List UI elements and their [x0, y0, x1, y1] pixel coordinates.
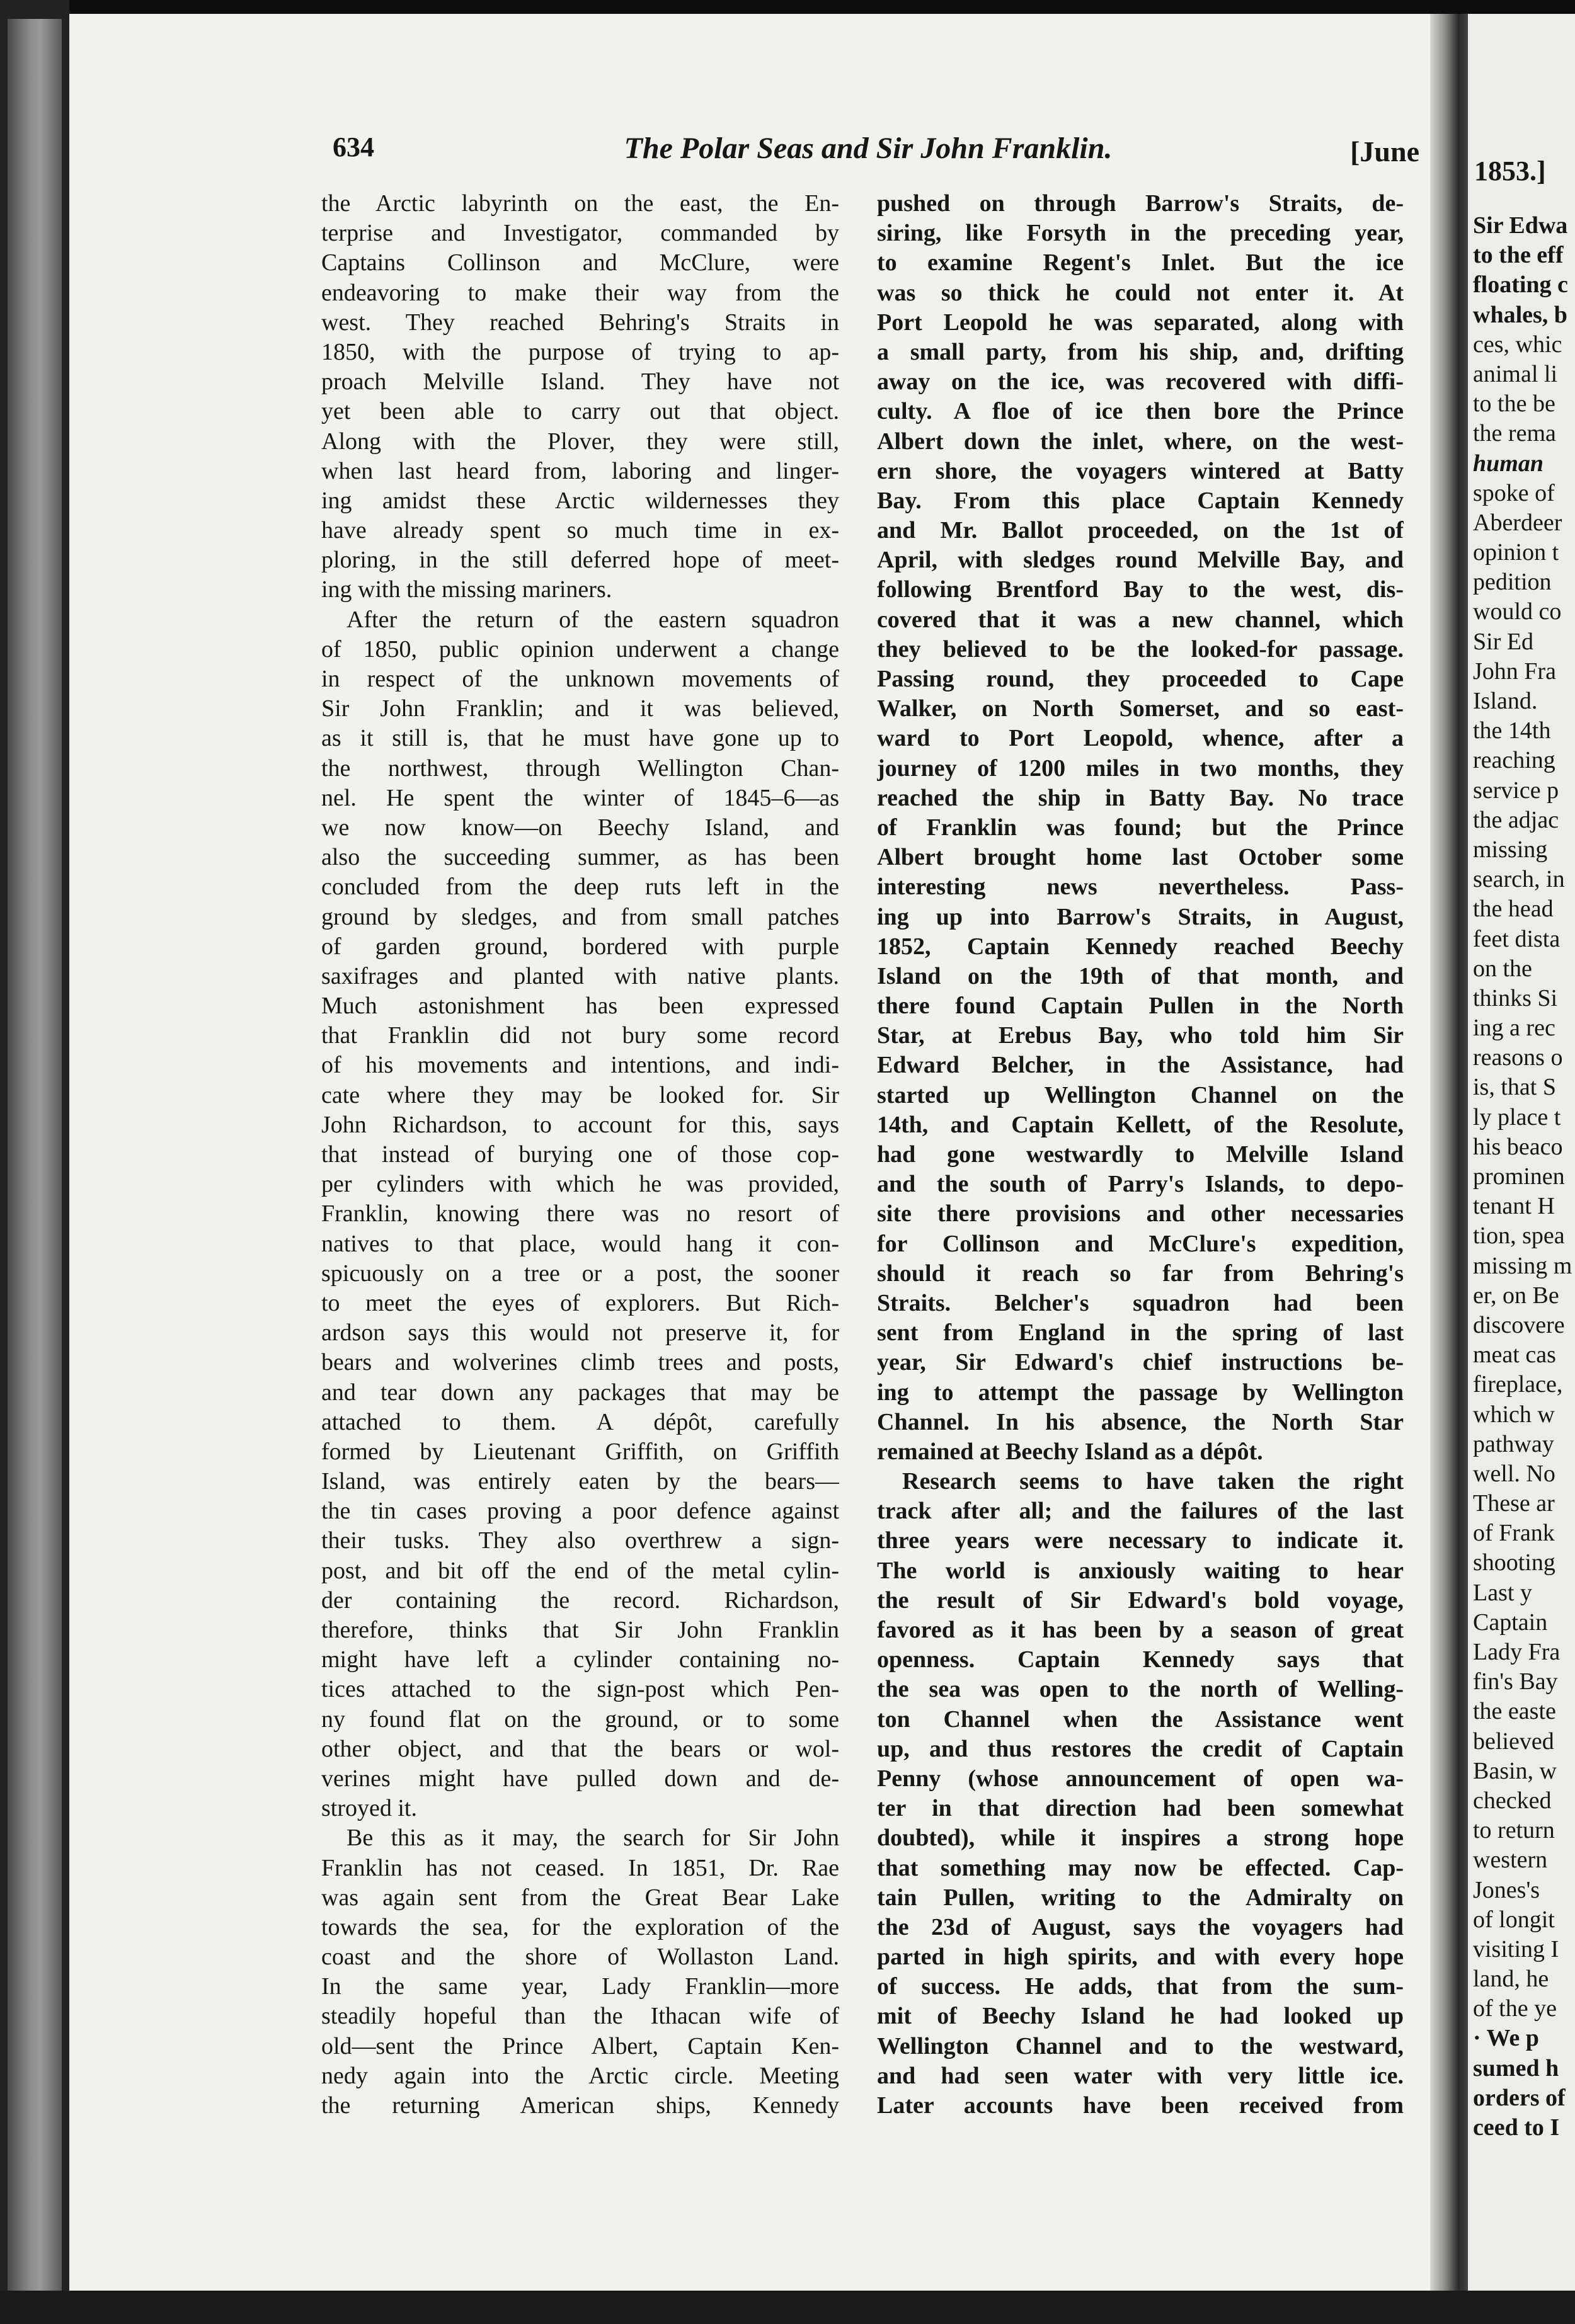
facing-page-line: ceed to I — [1473, 2114, 1560, 2141]
text-line: formed by Lieutenant Griffith, on Griffith — [321, 1438, 839, 1465]
facing-page-line: Lady Fra — [1473, 1639, 1561, 1665]
text-line: ton Channel when the Assistance went — [877, 1706, 1404, 1733]
text-line: Walker, on North Somerset, and so east- — [877, 695, 1404, 722]
text-line: Edward Belcher, in the Assistance, had — [877, 1052, 1404, 1079]
text-line: Sir John Franklin; and it was believed, — [321, 695, 839, 722]
facing-page-line: is, that S — [1473, 1074, 1556, 1101]
text-line: following Brentford Bay to the west, dis- — [877, 576, 1404, 603]
text-line: west. They reached Behring's Straits in — [321, 309, 839, 336]
text-line: ploring, in the still deferred hope of meet- — [321, 547, 839, 574]
text-line: Straits. Belcher's squadron had been — [877, 1289, 1404, 1316]
text-line: the Arctic labyrinth on the east, the En- — [321, 190, 839, 217]
facing-page-line: to return — [1473, 1817, 1555, 1844]
facing-page-line: the adjac — [1473, 806, 1559, 833]
page-number: 634 — [333, 132, 374, 162]
text-line: natives to that place, would hang it con- — [321, 1230, 839, 1257]
text-line: that instead of burying one of those cop- — [321, 1141, 839, 1168]
text-line: culty. A floe of ice then bore the Prince — [877, 398, 1404, 425]
text-line: might have left a cylinder containing no- — [321, 1646, 839, 1673]
facing-page-line: land, he — [1473, 1966, 1549, 1993]
facing-page-line: would co — [1473, 598, 1562, 625]
text-line: proach Melville Island. They have not — [321, 368, 839, 396]
facing-page-line: Last y — [1473, 1579, 1532, 1606]
facing-page-line: search, in — [1473, 866, 1565, 893]
facing-page-line: Island. — [1473, 688, 1538, 714]
text-line: Captains Collinson and McClure, were — [321, 249, 839, 276]
facing-page-line: animal li — [1473, 360, 1558, 387]
facing-page-line: missing m — [1473, 1252, 1572, 1279]
text-line: saxifrages and planted with native plants. — [321, 962, 839, 989]
text-line: Island on the 19th of that month, and — [877, 962, 1404, 989]
text-line: coast and the shore of Wollaston Land. — [321, 1944, 839, 1971]
facing-page-line: tion, spea — [1473, 1222, 1565, 1250]
text-line: in respect of the unknown movements of — [321, 666, 839, 692]
text-line: Channel. In his absence, the North Star — [877, 1408, 1404, 1435]
text-line: journey of 1200 miles in two months, they — [877, 755, 1404, 782]
text-line: cate where they may be looked for. Sir — [321, 1081, 839, 1108]
facing-page-line: well. No — [1473, 1460, 1555, 1487]
facing-page-line: tenant H — [1473, 1193, 1555, 1220]
text-line: parted in high spirits, and with every hope — [877, 1944, 1404, 1971]
facing-page-line: spoke of — [1473, 479, 1555, 506]
text-line: der containing the record. Richardson, — [321, 1586, 839, 1614]
text-line: that Franklin did not bury some record — [321, 1022, 839, 1049]
facing-page-line: Basin, w — [1473, 1757, 1557, 1784]
text-line: have already spent so much time in ex- — [321, 517, 839, 544]
text-line: of garden ground, bordered with purple — [321, 933, 839, 960]
text-line: nedy again into the Arctic circle. Meeting — [321, 2062, 839, 2089]
text-line: April, with sledges round Melville Bay, and — [877, 547, 1404, 574]
text-line: sent from England in the spring of last — [877, 1319, 1404, 1347]
facing-page-line: to the be — [1473, 390, 1555, 418]
facing-page-line: Sir Ed — [1473, 628, 1534, 655]
text-line: attached to them. A dépôt, carefully — [321, 1408, 839, 1435]
text-line: other object, and that the bears or wol- — [321, 1735, 839, 1762]
facing-page-line: the easte — [1473, 1698, 1556, 1725]
facing-page-line: believed — [1473, 1728, 1554, 1755]
text-line: bears and wolverines climb trees and posts, — [321, 1349, 839, 1376]
text-line: was again sent from the Great Bear Lake — [321, 1884, 839, 1911]
text-line: Much astonishment has been expressed — [321, 993, 839, 1020]
text-line: ing amidst these Arctic wildernesses they — [321, 487, 839, 514]
text-line: to meet the eyes of explorers. But Rich- — [321, 1289, 839, 1316]
facing-page-line: Aberdeer — [1473, 509, 1562, 536]
text-line: nel. He spent the winter of 1845–6—as — [321, 784, 839, 811]
text-line: terprise and Investigator, commanded by — [321, 220, 839, 247]
facing-page-line: · We p — [1473, 2025, 1539, 2052]
text-line: their tusks. They also overthrew a sign- — [321, 1527, 839, 1554]
right-text-column — [877, 189, 1404, 2121]
text-line: Albert down the inlet, where, on the west- — [877, 428, 1404, 455]
text-line: started up Wellington Channel on the — [877, 1081, 1404, 1108]
running-date: [June — [1350, 135, 1419, 168]
facing-page-line: floating c — [1473, 271, 1568, 299]
text-line: yet been able to carry out that object. — [321, 398, 839, 425]
text-line: ny found flat on the ground, or to some — [321, 1706, 839, 1733]
text-line: 14th, and Captain Kellett, of the Resolute, — [877, 1111, 1404, 1138]
text-line: of 1850, public opinion underwent a change — [321, 635, 839, 663]
text-line: siring, like Forsyth in the preceding year, — [877, 220, 1404, 247]
text-line: favored as it has been by a season of great — [877, 1617, 1404, 1643]
scan-bottom-edge — [0, 2291, 1575, 2324]
text-line: concluded from the deep ruts left in the — [321, 874, 839, 901]
text-line: site there provisions and other necessaries — [877, 1200, 1404, 1228]
text-line: the returning American ships, Kennedy — [321, 2092, 839, 2119]
text-line: spicuously on a tree or a post, the sooner — [321, 1260, 839, 1287]
text-line: In the same year, Lady Franklin—more — [321, 1973, 839, 2000]
facing-page-line: Captain — [1473, 1609, 1548, 1636]
facing-page-line: Sir Edwa — [1473, 212, 1568, 239]
text-line: 1852, Captain Kennedy reached Beechy — [877, 933, 1404, 960]
text-line: ern shore, the voyagers wintered at Batty — [877, 457, 1404, 484]
running-head — [333, 131, 1419, 175]
text-line: they believed to be the looked-for passage. — [877, 635, 1404, 663]
text-line: year, Sir Edward's chief instructions be- — [877, 1349, 1404, 1376]
text-line: was so thick he could not enter it. At — [877, 279, 1404, 306]
facing-page-line: checked — [1473, 1787, 1552, 1814]
text-line: doubted), while it inspires a strong hope — [877, 1825, 1404, 1852]
text-line: John Richardson, to account for this, says — [321, 1111, 839, 1138]
facing-page-line: These ar — [1473, 1490, 1555, 1517]
book-gutter — [1430, 14, 1468, 2291]
text-line: The world is anxiously waiting to hear — [877, 1557, 1404, 1584]
text-line: the sea was open to the north of Welling- — [877, 1676, 1404, 1703]
facing-page-line: feet dista — [1473, 925, 1561, 952]
text-line: had gone westwardly to Melville Island — [877, 1141, 1404, 1168]
text-line: post, and bit off the end of the metal cylin- — [321, 1557, 839, 1584]
text-line: ter in that direction had been somewhat — [877, 1795, 1404, 1822]
text-line: 1850, with the purpose of trying to ap- — [321, 338, 839, 365]
left-text-column — [321, 189, 839, 2121]
text-line: the result of Sir Edward's bold voyage, — [877, 1586, 1404, 1614]
facing-page-line: the head — [1473, 896, 1554, 923]
scan-binding-strip — [8, 19, 62, 2305]
facing-page-line: er, on Be — [1473, 1282, 1559, 1309]
text-line: tain Pullen, writing to the Admiralty on — [877, 1884, 1404, 1911]
text-line: Albert brought home last October some — [877, 844, 1404, 871]
text-line: Bay. From this place Captain Kennedy — [877, 487, 1404, 514]
facing-page-line: western — [1473, 1847, 1548, 1874]
facing-page-line: reasons o — [1473, 1044, 1563, 1071]
facing-page-line: reaching — [1473, 747, 1555, 774]
text-line: and had seen water with very little ice. — [877, 2062, 1404, 2089]
facing-page-line: missing — [1473, 836, 1548, 863]
text-line: ardson says this would not preserve it, for — [321, 1319, 839, 1347]
facing-page-line: Jones's — [1473, 1876, 1540, 1903]
text-line: as it still is, that he must have gone up to — [321, 725, 839, 752]
facing-page-line: pathway — [1473, 1430, 1554, 1457]
text-line: should it reach so far from Behring's — [877, 1260, 1404, 1287]
facing-page-header: 1853.] — [1474, 156, 1546, 186]
text-line: and the south of Parry's Islands, to depo- — [877, 1171, 1404, 1198]
facing-page-line: ly place t — [1473, 1103, 1561, 1131]
text-line: Island, was entirely eaten by the bears— — [321, 1468, 839, 1495]
facing-page-line: thinks Si — [1473, 984, 1558, 1011]
text-line: verines might have pulled down and de- — [321, 1765, 839, 1792]
running-title: The Polar Seas and Sir John Franklin. — [624, 132, 1113, 165]
facing-page-line: discovere — [1473, 1311, 1565, 1338]
facing-page-line: orders of — [1473, 2084, 1566, 2111]
text-line: and Mr. Ballot proceeded, on the 1st of — [877, 517, 1404, 544]
text-line: three years were necessary to indicate it. — [877, 1527, 1404, 1554]
facing-page-line: opinion t — [1473, 539, 1559, 566]
text-line: Along with the Plover, they were still, — [321, 428, 839, 455]
text-line: that something may now be effected. Cap- — [877, 1854, 1404, 1881]
text-line: of success. He adds, that from the sum- — [877, 1973, 1404, 2000]
facing-page-line: his beaco — [1473, 1133, 1563, 1160]
facing-page-line: visiting I — [1473, 1935, 1559, 1962]
facing-page-line: the rema — [1473, 420, 1556, 447]
text-line: Wellington Channel and to the westward, — [877, 2032, 1404, 2059]
text-line: interesting news nevertheless. Pass- — [877, 874, 1404, 901]
text-line: pushed on through Barrow's Straits, de- — [877, 190, 1404, 217]
facing-page-line: ing a rec — [1473, 1015, 1555, 1042]
text-line: remained at Beechy Island as a dépôt. — [877, 1438, 1263, 1465]
text-line: up, and thus restores the credit of Captain — [877, 1735, 1404, 1762]
facing-page-line: of longit — [1473, 1906, 1555, 1933]
text-line: stroyed it. — [321, 1795, 417, 1822]
text-line: Be this as it may, the search for Sir John — [346, 1825, 839, 1852]
facing-page-line: John Fra — [1473, 658, 1556, 685]
text-line: a small party, from his ship, and, drifting — [877, 338, 1404, 365]
facing-page-line: of the ye — [1473, 1995, 1557, 2022]
facing-page-line: fireplace, — [1473, 1371, 1563, 1398]
text-line: ing up into Barrow's Straits, in August, — [877, 903, 1404, 930]
text-line: Port Leopold he was separated, along with — [877, 309, 1404, 336]
text-line: Passing round, they proceeded to Cape — [877, 666, 1404, 692]
text-line: reached the ship in Batty Bay. No trace — [877, 784, 1404, 811]
facing-page-line: sumed h — [1473, 2054, 1559, 2082]
facing-page-line: to the eff — [1473, 242, 1564, 269]
text-line: ground by sledges, and from small patches — [321, 903, 839, 930]
text-line: After the return of the eastern squadron — [346, 606, 839, 633]
facing-page-line: human — [1473, 450, 1544, 477]
facing-page-line: pedition — [1473, 569, 1552, 596]
text-line: towards the sea, for the exploration of the — [321, 1913, 839, 1940]
text-line: therefore, thinks that Sir John Franklin — [321, 1617, 839, 1643]
text-line: endeavoring to make their way from the — [321, 279, 839, 306]
facing-page-text — [1473, 211, 1575, 2143]
text-line: ing with the missing mariners. — [321, 576, 612, 603]
text-line: Research seems to have taken the right — [902, 1468, 1404, 1495]
facing-page-line: shooting — [1473, 1549, 1555, 1576]
text-line: the northwest, through Wellington Chan- — [321, 755, 839, 782]
text-line: Franklin has not ceased. In 1851, Dr. Rae — [321, 1854, 839, 1881]
text-line: Penny (whose announcement of open wa- — [877, 1765, 1404, 1792]
text-line: openness. Captain Kennedy says that — [877, 1646, 1404, 1673]
text-line: of his movements and intentions, and indi- — [321, 1052, 839, 1079]
text-line: ing to attempt the passage by Wellington — [877, 1379, 1404, 1406]
facing-page-line: whales, b — [1473, 301, 1567, 328]
facing-page-line: fin's Bay — [1473, 1668, 1558, 1695]
facing-page-line: ces, whic — [1473, 331, 1562, 358]
text-line: tices attached to the sign-post which Pen- — [321, 1676, 839, 1703]
text-line: there found Captain Pullen in the North — [877, 993, 1404, 1020]
text-line: steadily hopeful than the Ithacan wife of — [321, 2003, 839, 2030]
text-line: to examine Regent's Inlet. But the ice — [877, 249, 1404, 276]
text-line: Star, at Erebus Bay, who told him Sir — [877, 1022, 1404, 1049]
text-line: Later accounts have been received from — [877, 2092, 1404, 2119]
text-line: covered that it was a new channel, which — [877, 606, 1404, 633]
facing-page-line: of Frank — [1473, 1520, 1555, 1547]
text-line: we now know—on Beechy Island, and — [321, 814, 839, 841]
text-line: per cylinders with which he was provided, — [321, 1171, 839, 1198]
text-line: also the succeeding summer, as has been — [321, 844, 839, 871]
facing-page-line: prominen — [1473, 1163, 1565, 1190]
facing-page-line: service p — [1473, 777, 1559, 804]
text-line: mit of Beechy Island he had looked up — [877, 2003, 1404, 2030]
facing-page-line: meat cas — [1473, 1341, 1556, 1369]
text-line: Franklin, knowing there was no resort of — [321, 1200, 839, 1228]
text-line: when last heard from, laboring and linger- — [321, 457, 839, 484]
facing-page-line: the 14th — [1473, 717, 1551, 744]
facing-page-line: which w — [1473, 1401, 1555, 1428]
text-line: away on the ice, was recovered with diffi- — [877, 368, 1404, 396]
text-line: track after all; and the failures of the last — [877, 1498, 1404, 1525]
text-line: of Franklin was found; but the Prince — [877, 814, 1404, 841]
text-line: the 23d of August, says the voyagers had — [877, 1913, 1404, 1940]
text-line: and tear down any packages that may be — [321, 1379, 839, 1406]
text-line: for Collinson and McClure's expedition, — [877, 1230, 1404, 1257]
text-line: ward to Port Leopold, whence, after a — [877, 725, 1404, 752]
text-line: old—sent the Prince Albert, Captain Ken- — [321, 2032, 839, 2059]
facing-page-line: on the — [1473, 955, 1532, 982]
text-line: the tin cases proving a poor defence against — [321, 1498, 839, 1525]
